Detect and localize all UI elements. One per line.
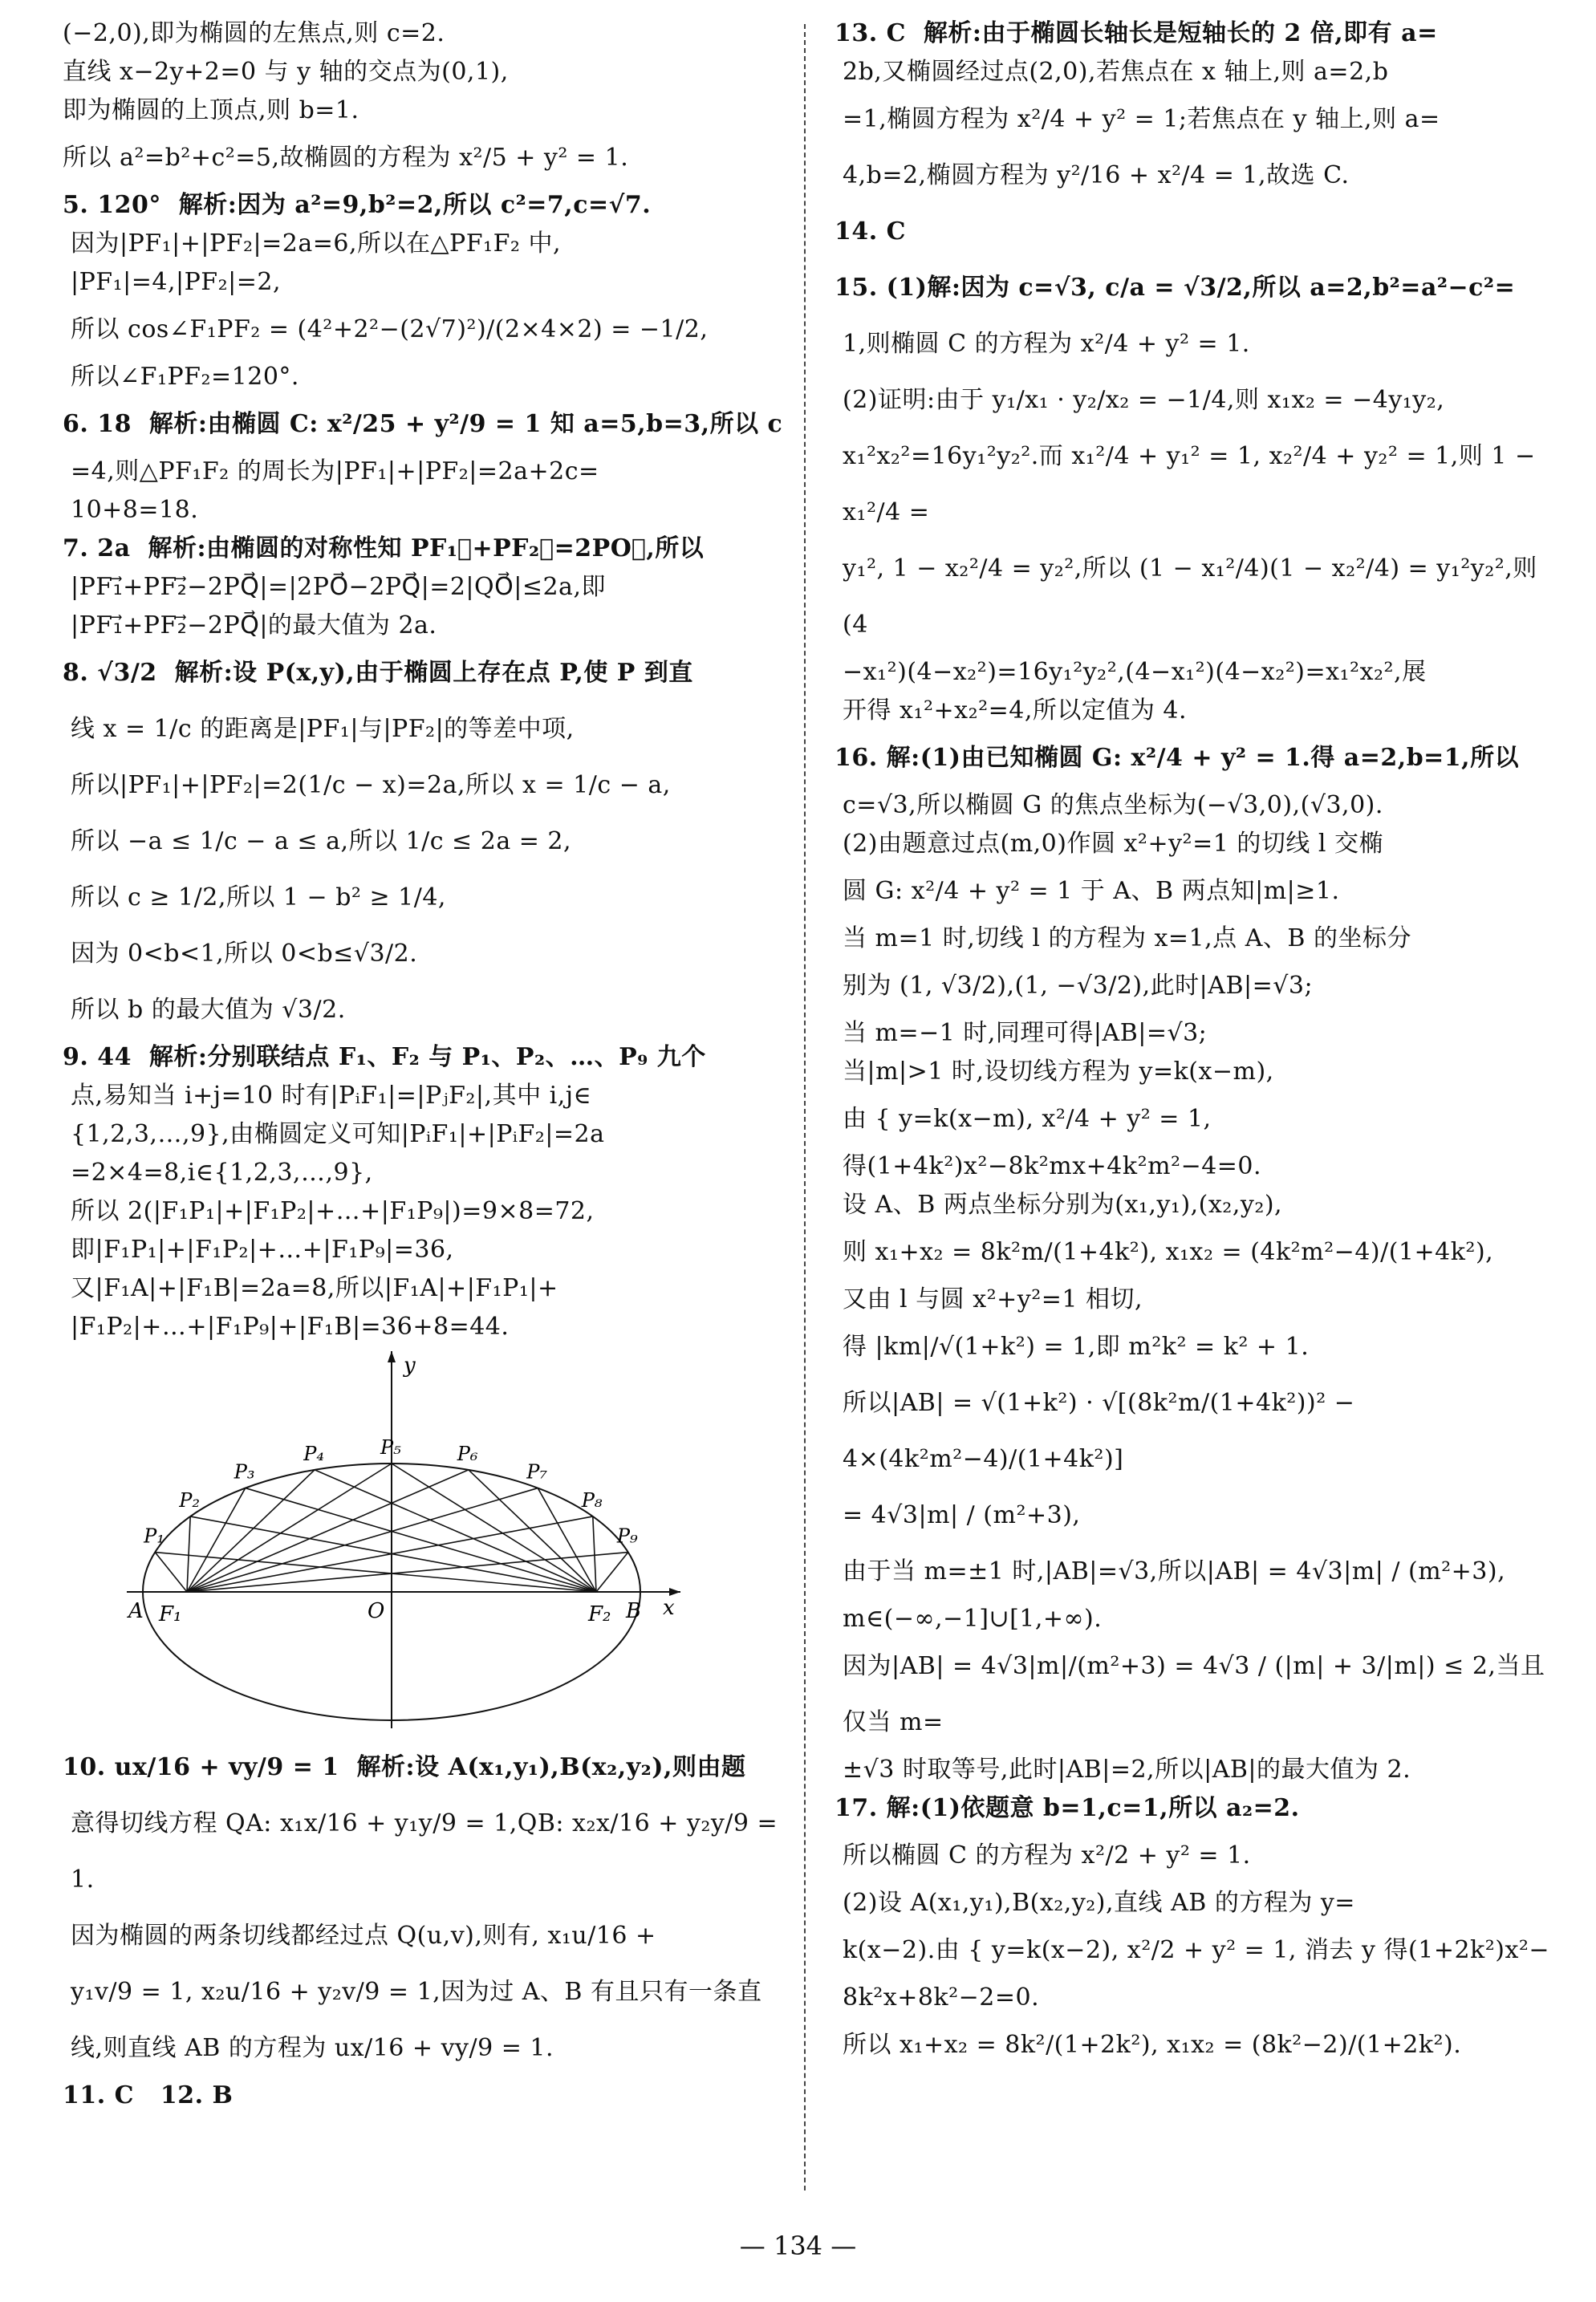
text-line: 线,则直线 AB 的方程为 ux/16 + vy/9 = 1. bbox=[71, 2034, 554, 2062]
focus-f1-label: F₁ bbox=[159, 1602, 182, 1626]
right-column bbox=[835, 14, 1561, 2073]
text-line: 16. 解:(1)由已知椭圆 G: x²/4 + y² = 1.得 a=2,b=1,所以 bbox=[835, 744, 1520, 772]
text-line: 因为|PF₁|+|PF₂|=2a=6,所以在△PF₁F₂ 中, bbox=[71, 229, 562, 258]
text-line: (2)设 A(x₁,y₁),B(x₂,y₂),直线 AB 的方程为 y= bbox=[843, 1889, 1355, 1917]
text-line: −x₁²)(4−x₂²)=16y₁²y₂²,(4−x₁²)(4−x₂²)=x₁²x₂²,展 bbox=[843, 658, 1427, 686]
question-16 bbox=[835, 730, 1561, 1789]
text-line: 所以|PF₁|+|PF₂|=2(1/c − x)=2a,所以 x = 1/c − a, bbox=[71, 771, 671, 799]
focal-segment bbox=[187, 1516, 190, 1592]
text-line: k(x−2).由 { y=k(x−2), x²/2 + y² = 1, 消去 y 得(1+2k²)x²− bbox=[843, 1936, 1550, 1964]
point-label: P₉ bbox=[616, 1525, 638, 1548]
text-line: 圆 G: x²/4 + y² = 1 于 A、B 两点知|m|≥1. bbox=[843, 877, 1340, 905]
question-15 bbox=[835, 260, 1561, 730]
text-line: =2×4=8,i∈{1,2,3,…,9}, bbox=[71, 1159, 373, 1187]
text-line: 点,易知当 i+j=10 时有|PᵢF₁|=|PⱼF₂|,其中 i,j∈ bbox=[71, 1082, 592, 1110]
text-line: 13. C 解析:由于椭圆长轴长是短轴长的 2 倍,即有 a= bbox=[835, 19, 1438, 47]
text-line: 线 x = 1/c 的距离是|PF₁|与|PF₂|的等差中项, bbox=[71, 715, 575, 743]
focal-segment bbox=[187, 1470, 469, 1592]
intro-block bbox=[63, 14, 785, 186]
text-line: 即|F₁P₁|+|F₁P₂|+…+|F₁P₉|=36, bbox=[71, 1236, 454, 1264]
questions-11-12: 11. C 12. B bbox=[63, 2081, 234, 2109]
column-divider bbox=[804, 24, 806, 2190]
text-line: 10. ux/16 + vy/9 = 1 解析:设 A(x₁,y₁),B(x₂,y₂),则由题 bbox=[63, 1753, 746, 1781]
text-line: 即为椭圆的上顶点,则 b=1. bbox=[63, 96, 359, 124]
page-number: — 134 — bbox=[739, 2231, 857, 2261]
text-line: {1,2,3,…,9},由椭圆定义可知|PᵢF₁|+|PᵢF₂|=2a bbox=[71, 1120, 605, 1148]
text-line: 由 { y=k(x−m), x²/4 + y² = 1, bbox=[843, 1105, 1212, 1133]
y-axis-arrow bbox=[388, 1351, 396, 1362]
text-line: 因为椭圆的两条切线都经过点 Q(u,v),则有, x₁u/16 + bbox=[71, 1922, 656, 1950]
text-line: 得 |km|/√(1+k²) = 1,即 m²k² = k² + 1. bbox=[843, 1333, 1310, 1361]
ellipse-figure bbox=[127, 1351, 688, 1728]
focal-segment bbox=[315, 1470, 596, 1592]
text-line: 所以 2(|F₁P₁|+|F₁P₂|+…+|F₁P₉|)=9×8=72, bbox=[71, 1197, 595, 1225]
text-line: 5. 120° 解析:因为 a²=9,b²=2,所以 c²=7,c=√7. bbox=[63, 191, 652, 219]
text-line: (2)由题意过点(m,0)作圆 x²+y²=1 的切线 l 交椭 bbox=[843, 830, 1383, 858]
text-line: 10+8=18. bbox=[71, 496, 199, 524]
focal-segment bbox=[596, 1553, 628, 1592]
text-line: 所以∠F₁PF₂=120°. bbox=[71, 363, 299, 391]
text-line: 当 m=1 时,切线 l 的方程为 x=1,点 A、B 的坐标分 bbox=[843, 924, 1411, 952]
text-line: 设 A、B 两点坐标分别为(x₁,y₁),(x₂,y₂), bbox=[843, 1191, 1283, 1219]
text-line: 所以 b 的最大值为 √3/2. bbox=[71, 996, 346, 1024]
text-line: |PF₁⃗+PF₂⃗−2PQ⃗|的最大值为 2a. bbox=[71, 611, 437, 639]
text-line: x₁²x₂²=16y₁²y₂².而 x₁²/4 + y₁² = 1, x₂²/4 + y₂² = 1,则 1 − x₁²/4 = bbox=[843, 442, 1544, 526]
text-line: 又|F₁A|+|F₁B|=2a=8,所以|F₁A|+|F₁P₁|+ bbox=[71, 1274, 558, 1302]
focus-f2-label: F₂ bbox=[588, 1602, 611, 1626]
text-line: (2)证明:由于 y₁/x₁ · y₂/x₂ = −1/4,则 x₁x₂ = −4y₁y₂, bbox=[843, 386, 1445, 414]
text-line: 开得 x₁²+x₂²=4,所以定值为 4. bbox=[843, 696, 1188, 725]
origin-label: O bbox=[368, 1599, 385, 1623]
text-line: 因为 0<b<1,所以 0<b≤√3/2. bbox=[71, 940, 418, 968]
point-label: P₃ bbox=[234, 1460, 255, 1484]
text-line: 所以 cos∠F₁PF₂ = (4²+2²−(2√7)²)/(2×4×2) = −1/2, bbox=[71, 315, 709, 343]
point-label: P₂ bbox=[179, 1488, 200, 1512]
question-13 bbox=[835, 14, 1561, 204]
left-column bbox=[63, 14, 785, 2115]
focal-segment bbox=[593, 1516, 596, 1592]
text-line: 1,则椭圆 C 的方程为 x²/4 + y² = 1. bbox=[843, 330, 1250, 358]
text-line: 所以椭圆 C 的方程为 x²/2 + y² = 1. bbox=[843, 1841, 1251, 1870]
text-line: |F₁P₂|+…+|F₁P₉|+|F₁B|=36+8=44. bbox=[71, 1313, 510, 1341]
text-line: 由于当 m=±1 时,|AB|=√3,所以|AB| = 4√3|m| / (m²+3), bbox=[843, 1557, 1506, 1585]
text-line: c=√3,所以椭圆 G 的焦点坐标为(−√3,0),(√3,0). bbox=[843, 791, 1383, 819]
text-line: 2b,又椭圆经过点(2,0),若焦点在 x 轴上,则 a=2,b bbox=[843, 58, 1389, 86]
text-line: =1,椭圆方程为 x²/4 + y² = 1;若焦点在 y 轴上,则 a= bbox=[843, 105, 1440, 133]
text-line: 得(1+4k²)x²−8k²mx+4k²m²−4=0. bbox=[843, 1152, 1262, 1180]
text-line: 意得切线方程 QA: x₁x/16 + y₁y/9 = 1,QB: x₂x/16 + y₂y/9 = 1. bbox=[71, 1809, 786, 1894]
text-line: 4,b=2,椭圆方程为 y²/16 + x²/4 = 1,故选 C. bbox=[843, 161, 1350, 189]
text-line: = 4√3|m| / (m²+3), bbox=[843, 1501, 1081, 1529]
text-line: 6. 18 解析:由椭圆 C: x²/25 + y²/9 = 1 知 a=5,b=3,所以 c bbox=[63, 410, 783, 438]
question-14: 14. C bbox=[835, 217, 907, 246]
text-line: ±√3 时取等号,此时|AB|=2,所以|AB|的最大值为 2. bbox=[843, 1756, 1411, 1784]
text-line: 8. √3/2 解析:设 P(x,y),由于椭圆上存在点 P,使 P 到直 bbox=[63, 659, 693, 687]
text-line: 别为 (1, √3/2),(1, −√3/2),此时|AB|=√3; bbox=[843, 972, 1314, 1000]
point-label: P₅ bbox=[380, 1436, 401, 1459]
text-line: 则 x₁+x₂ = 8k²m/(1+4k²), x₁x₂ = (4k²m²−4)/(1+4k²), bbox=[843, 1238, 1494, 1266]
text-line: 又由 l 与圆 x²+y²=1 相切, bbox=[843, 1285, 1143, 1313]
point-a-label: A bbox=[128, 1599, 144, 1623]
text-line: 当 m=−1 时,同理可得|AB|=√3; bbox=[843, 1019, 1208, 1047]
text-line: 因为|AB| = 4√3|m|/(m²+3) = 4√3 / (|m| + 3/|m|) ≤ 2,当且仅当 m= bbox=[843, 1652, 1545, 1736]
text-line: 7. 2a 解析:由椭圆的对称性知 PF₁⃗+PF₂⃗=2PO⃗,所以 bbox=[63, 534, 705, 562]
text-line: 直线 x−2y+2=0 与 y 轴的交点为(0,1), bbox=[63, 58, 509, 86]
text-line: y₁v/9 = 1, x₂u/16 + y₂v/9 = 1,因为过 A、B 有且只有一条直 bbox=[71, 1978, 762, 2006]
text-line: 17. 解:(1)依题意 b=1,c=1,所以 a₂=2. bbox=[835, 1794, 1300, 1822]
y-axis-label: y bbox=[404, 1354, 416, 1378]
point-label: P₈ bbox=[581, 1488, 603, 1512]
x-axis-arrow bbox=[669, 1588, 680, 1596]
text-line: (−2,0),即为椭圆的左焦点,则 c=2. bbox=[63, 19, 445, 47]
question-10 bbox=[63, 1740, 785, 2077]
point-b-label: B bbox=[626, 1599, 642, 1623]
point-label: P₁ bbox=[144, 1525, 164, 1548]
text-line: 8k²x+8k²−2=0. bbox=[843, 1983, 1040, 2012]
point-label: P₇ bbox=[526, 1460, 547, 1484]
question-8 bbox=[63, 645, 785, 1038]
question-17 bbox=[835, 1789, 1561, 2073]
text-line: |PF₁⃗+PF₂⃗−2PQ⃗|=|2PO⃗−2PQ⃗|=2|QO⃗|≤2a,即 bbox=[71, 573, 606, 601]
x-axis-label: x bbox=[663, 1596, 675, 1620]
text-line: |PF₁|=4,|PF₂|=2, bbox=[71, 268, 282, 296]
text-line: 所以|AB| = √(1+k²) · √[(8k²m/(1+4k²))² − 4×(4k²m²−4)/(1+4k²)] bbox=[843, 1389, 1363, 1473]
text-line: 9. 44 解析:分别联结点 F₁、F₂ 与 P₁、P₂、…、P₉ 九个 bbox=[63, 1043, 706, 1071]
focal-segment bbox=[155, 1553, 187, 1592]
question-5 bbox=[63, 186, 785, 396]
text-line: 所以 c ≥ 1/2,所以 1 − b² ≥ 1/4, bbox=[71, 883, 446, 911]
question-6 bbox=[63, 396, 785, 530]
question-9 bbox=[63, 1038, 785, 1346]
question-7 bbox=[63, 530, 785, 645]
point-label: P₄ bbox=[303, 1442, 324, 1465]
point-label: P₆ bbox=[457, 1442, 478, 1465]
text-line: 15. (1)解:因为 c=√3, c/a = √3/2,所以 a=2,b²=a²−c²= bbox=[835, 274, 1516, 302]
text-line: y₁², 1 − x₂²/4 = y₂²,所以 (1 − x₁²/4)(1 − x₂²/4) = y₁²y₂²,则(4 bbox=[843, 554, 1537, 639]
text-line: 所以 −a ≤ 1/c − a ≤ a,所以 1/c ≤ 2a = 2, bbox=[71, 827, 572, 855]
text-line: =4,则△PF₁F₂ 的周长为|PF₁|+|PF₂|=2a+2c= bbox=[71, 457, 599, 485]
text-line: 所以 a²=b²+c²=5,故椭圆的方程为 x²/5 + y² = 1. bbox=[63, 144, 629, 172]
text-line: 所以 x₁+x₂ = 8k²/(1+2k²), x₁x₂ = (8k²−2)/(1+2k²). bbox=[843, 2031, 1462, 2059]
text-line: 当|m|>1 时,设切线方程为 y=k(x−m), bbox=[843, 1058, 1274, 1086]
text-line: m∈(−∞,−1]∪[1,+∞). bbox=[843, 1605, 1103, 1633]
